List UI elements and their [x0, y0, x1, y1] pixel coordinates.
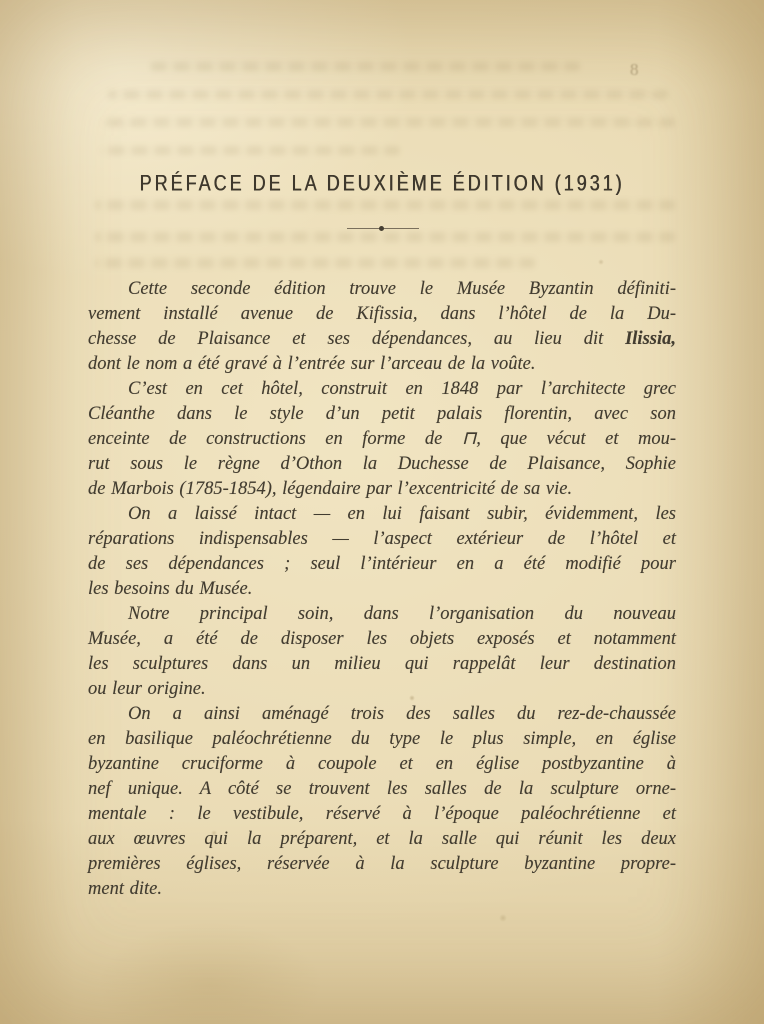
- text-line: premières églises, réservée à la sculpture byzantine propre-: [88, 854, 676, 874]
- text-line: dont le nom a été gravé à l’entrée sur l’arceau de la voûte.: [88, 354, 536, 374]
- text-line: les besoins du Musée.: [88, 579, 253, 599]
- bleedthrough-smudge: [95, 258, 535, 268]
- bleedthrough-smudge: [100, 146, 400, 155]
- text-line: réparations indispensables — l’aspect extérieur de l’hôtel et: [88, 529, 676, 549]
- paragraph: [88, 377, 676, 502]
- bleedthrough-smudge: [108, 90, 668, 99]
- section-divider-rule: [347, 228, 419, 229]
- text-line: de Marbois (1785-1854), légendaire par l’excentricité de sa vie.: [88, 479, 573, 499]
- text-line: de ses dépendances ; seul l’intérieur en a été modifié pour: [88, 554, 676, 574]
- text-line: les sculptures dans un milieu qui rappelât leur destination: [88, 654, 676, 674]
- text-line: Cléanthe dans le style d’un petit palais florentin, avec son: [88, 404, 676, 424]
- text-line: mentale : le vestibule, réservé à l’époque paléochrétienne et: [88, 804, 676, 824]
- text-line: Notre principal soin, dans l’organisation du nouveau: [128, 604, 676, 624]
- paragraph: [88, 702, 676, 902]
- page-title: PRÉFACE DE LA DEUXIÈME ÉDITION (1931): [139, 171, 625, 196]
- text-line: vement installé avenue de Kifissia, dans l’hôtel de la Du-: [88, 304, 676, 324]
- text-line: [88, 327, 676, 352]
- text-line: Musée, a été de disposer les objets exposés et notamment: [88, 629, 676, 649]
- bleedthrough-page-number: 8: [630, 60, 639, 79]
- text-line: Cette seconde édition trouve le Musée Byzantin définiti-: [128, 279, 676, 299]
- text-line: byzantine cruciforme à coupole et en église postbyzantine à: [88, 754, 676, 774]
- divider-dot: [379, 226, 384, 231]
- place-name-ilissia: Ilissia,: [625, 329, 676, 349]
- text-line: enceinte de constructions en forme de ⊓, que vécut et mou-: [88, 429, 676, 449]
- paragraph: [88, 502, 676, 602]
- text-line: aux œuvres qui la préparent, et la salle qui réunit les deux: [88, 829, 676, 849]
- text-line: ou leur origine.: [88, 679, 206, 699]
- text-line: rut sous le règne d’Othon la Duchesse de Plaisance, Sophie: [88, 454, 676, 474]
- text-segment: chesse de Plaisance et ses dépendances, au lieu dit: [88, 329, 604, 349]
- paragraph: [88, 277, 676, 377]
- text-line: en basilique paléochrétienne du type le plus simple, en église: [88, 729, 676, 749]
- text-line: On a laissé intact — en lui faisant subir, évidemment, les: [128, 504, 676, 524]
- preface-body: [88, 277, 676, 902]
- bleedthrough-smudge: [150, 62, 580, 71]
- text-line: C’est en cet hôtel, construit en 1848 par l’architecte grec: [128, 379, 676, 399]
- text-line: nef unique. A côté se trouvent les salles de la sculpture orne-: [88, 779, 676, 799]
- bleedthrough-smudge: [95, 200, 675, 210]
- bleedthrough-smudge: [100, 118, 675, 127]
- page-header: [0, 171, 764, 196]
- paragraph: [88, 602, 676, 702]
- text-line: ment dite.: [88, 879, 162, 899]
- text-line: On a ainsi aménagé trois des salles du rez-de-chaussée: [128, 704, 676, 724]
- bleedthrough-smudge: [95, 232, 675, 242]
